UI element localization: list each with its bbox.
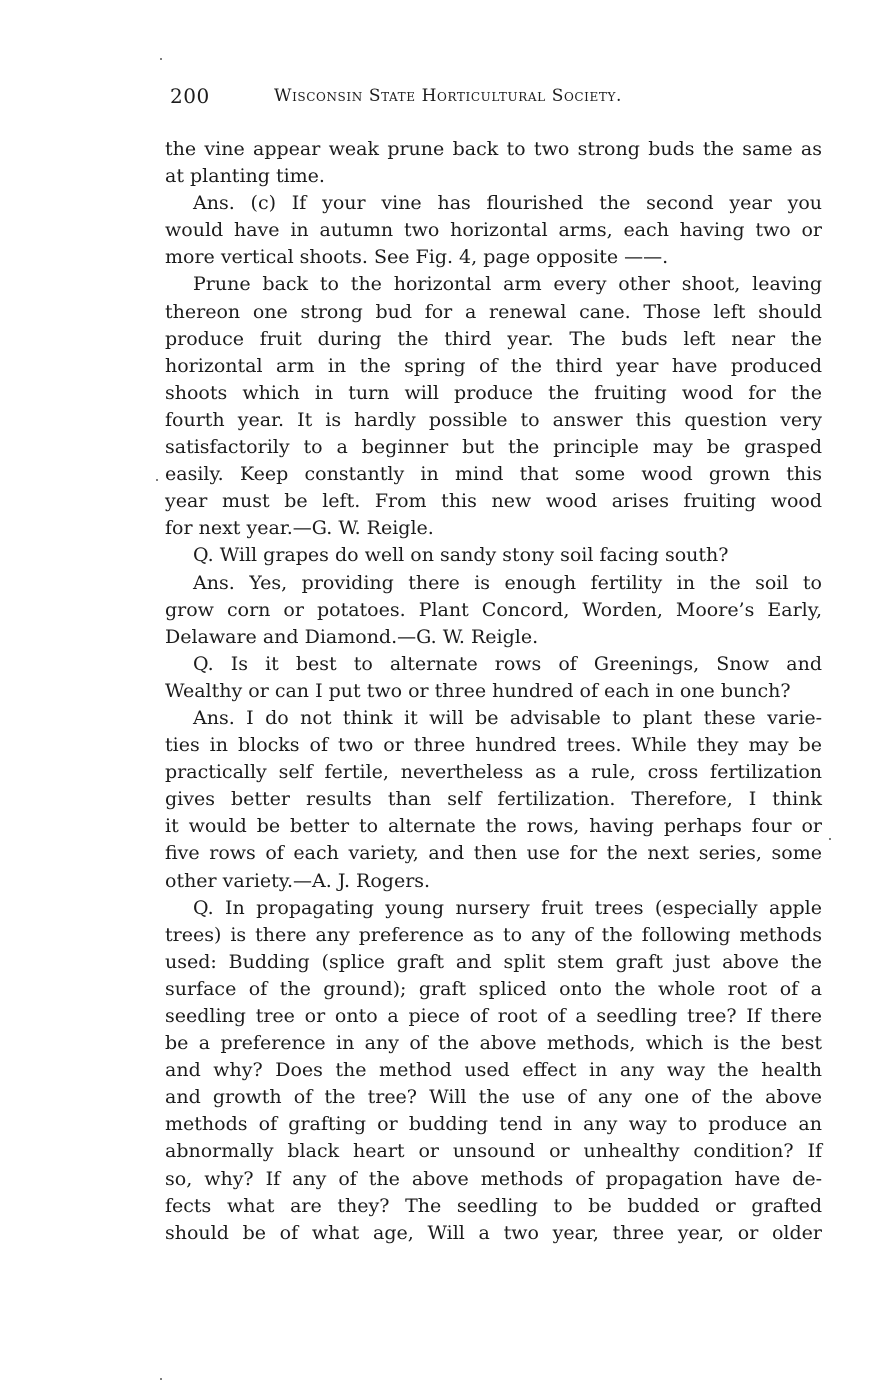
question-paragraph: Q. Will grapes do well on sandy stony soil facing south? — [193, 544, 729, 567]
text-line: be a preference in any of the above methods, which is the best — [165, 1032, 822, 1055]
text-line: shoots which in turn will produce the fruiting wood for the — [165, 381, 822, 404]
text-line: methods of grafting or budding tend in any way to produce an — [165, 1113, 822, 1136]
text-line: for next year.—G. W. Reigle. — [165, 517, 434, 540]
text-line: trees) is there any preference as to any of the following methods — [165, 923, 822, 946]
text-line: other variety.—A. J. Rogers. — [165, 869, 431, 892]
text-line: should be of what age, Will a two year, three year, or older — [165, 1221, 822, 1244]
text-line: produce fruit during the third year. The buds left near the — [165, 327, 822, 350]
text-line: five rows of each variety, and then use for the next series, some — [165, 842, 822, 865]
text-line: abnormally black heart or unsound or unhealthy condition? If — [165, 1140, 822, 1163]
scan-speck — [156, 479, 158, 481]
text-line: at planting time. — [165, 165, 325, 188]
text-line: thereon one strong bud for a renewal cane. Those left should — [165, 300, 822, 323]
text-line: used: Budding (splice graft and split stem graft just above the — [165, 950, 822, 973]
text-line: fourth year. It is hardly possible to answer this question very — [165, 408, 822, 431]
text-line: practically self fertile, nevertheless as a rule, cross fertilization — [165, 761, 822, 784]
text-line: more vertical shoots. See Fig. 4, page opposite ——. — [165, 246, 669, 269]
text-line: the vine appear weak prune back to two strong buds the same as — [165, 138, 822, 160]
text-line: Wealthy or can I put two or three hundred of each in one bunch? — [165, 679, 791, 702]
page-number: 200 — [170, 84, 210, 108]
paragraph-start: Prune back to the horizontal arm every other shoot, leaving — [193, 273, 822, 296]
question-paragraph-start: Q. In propagating young nursery fruit trees (especially apple — [193, 896, 822, 919]
answer-paragraph-start: Ans. Yes, providing there is enough fertility in the soil to — [193, 571, 822, 594]
text-line: and why? Does the method used effect in any way the health — [165, 1059, 822, 1082]
text-line: satisfactorily to a beginner but the principle may be grasped — [165, 436, 822, 459]
running-head: Wisconsin State Horticultural Society. — [274, 86, 622, 106]
text-line: gives better results than self fertilization. Therefore, I think — [165, 788, 822, 811]
answer-paragraph-start: Ans. I do not think it will be advisable to plant these varie- — [193, 706, 822, 729]
text-line: grow corn or potatoes. Plant Concord, Worden, Moore’s Early, — [165, 598, 822, 621]
text-line: horizontal arm in the spring of the third year have produced — [165, 354, 822, 377]
text-line: would have in autumn two horizontal arms, each having two or — [165, 219, 822, 242]
text-line: so, why? If any of the above methods of propagation have de- — [165, 1167, 822, 1190]
scan-speck — [160, 58, 162, 60]
text-line: and growth of the tree? Will the use of any one of the above — [165, 1086, 822, 1109]
text-line: easily. Keep constantly in mind that some wood grown this — [165, 463, 822, 486]
text-line: year must be left. From this new wood arises fruiting wood — [165, 490, 822, 513]
text-line: it would be better to alternate the rows, having perhaps four or — [165, 815, 822, 838]
text-line: Delaware and Diamond.—G. W. Reigle. — [165, 625, 539, 648]
text-line: surface of the ground); graft spliced onto the whole root of a — [165, 977, 822, 1000]
text-line: ties in blocks of two or three hundred trees. While they may be — [165, 734, 822, 757]
answer-paragraph-start: Ans. (c) If your vine has flourished the second year you — [193, 192, 822, 215]
question-paragraph-start: Q. Is it best to alternate rows of Greenings, Snow and — [193, 652, 822, 675]
scan-speck — [829, 838, 831, 840]
text-line: fects what are they? The seedling to be budded or grafted — [165, 1194, 822, 1217]
text-line: seedling tree or onto a piece of root of a seedling tree? If there — [165, 1005, 822, 1027]
body-text — [165, 136, 822, 1247]
page-header — [170, 84, 822, 112]
